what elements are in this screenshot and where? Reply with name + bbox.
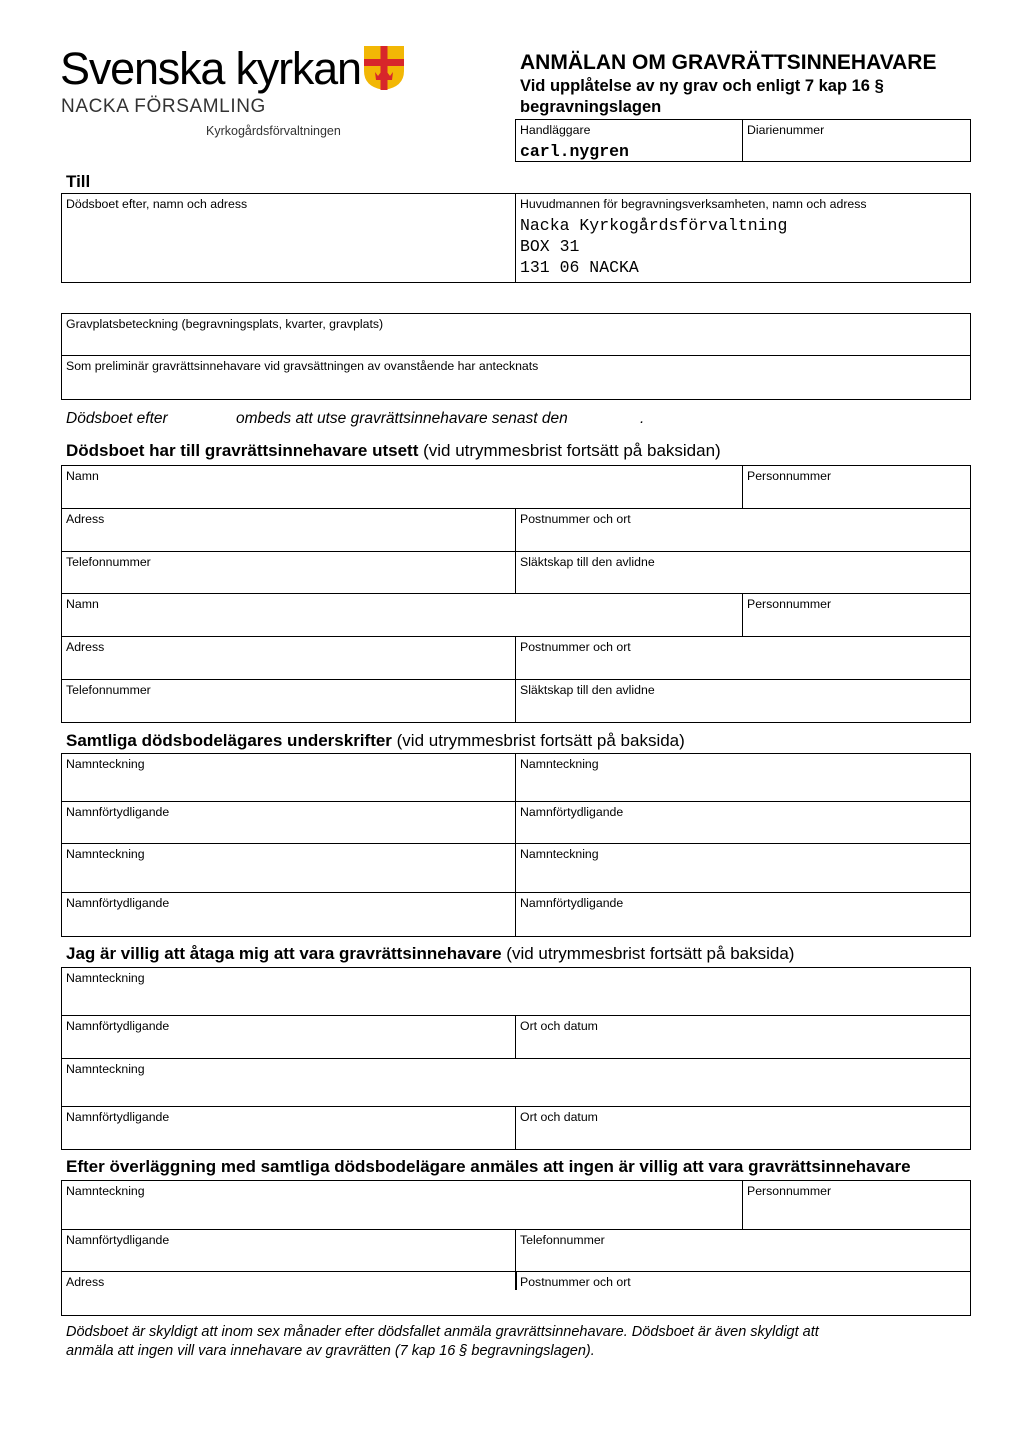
s2-namnfortydligande-1-field[interactable] bbox=[61, 801, 517, 845]
s3-namnfortydligande-1-field[interactable] bbox=[61, 1015, 517, 1060]
logo-parish-name: NACKA FÖRSAMLING bbox=[61, 96, 266, 117]
s1-adress-2-field[interactable] bbox=[61, 636, 517, 681]
s2-namnfortydligande-3-label: Namnförtydligande bbox=[66, 896, 170, 910]
logo-wordmark: Svenska kyrkan bbox=[60, 43, 361, 94]
section4-heading-bold: Efter överläggning med samtliga dödsbodelägare anmäles att ingen är villig att vara gravrättsinnehavare bbox=[66, 1157, 911, 1176]
section2-heading-bold: Samtliga dödsbodelägares underskrifter bbox=[66, 731, 392, 750]
s4-personnummer-label: Personnummer bbox=[747, 1184, 832, 1198]
s2-namnfortydligande-4-field[interactable] bbox=[515, 892, 971, 937]
diarienummer-field[interactable] bbox=[742, 119, 971, 162]
s3-namnfortydligande-2-label: Namnförtydligande bbox=[66, 1110, 170, 1124]
handlaggare-field[interactable] bbox=[515, 119, 744, 162]
s4-telefon-label: Telefonnummer bbox=[520, 1233, 605, 1247]
s2-namnteckning-2-label: Namnteckning bbox=[520, 757, 599, 771]
s4-personnummer-field[interactable] bbox=[742, 1180, 971, 1231]
s1-telefon-1-field[interactable] bbox=[61, 551, 517, 595]
s1-telefon-2-label: Telefonnummer bbox=[66, 683, 151, 697]
footer-note-line2: anmäla att ingen vill vara innehavare av gravrätten (7 kap 16 § begravningslagen). bbox=[66, 1343, 595, 1359]
s1-personnummer-1-label: Personnummer bbox=[747, 469, 832, 483]
s2-namnteckning-4-field[interactable] bbox=[515, 843, 971, 894]
s2-namnteckning-1-field[interactable] bbox=[61, 753, 517, 803]
s3-namnteckning-2-label: Namnteckning bbox=[66, 1062, 145, 1076]
s1-postnummer-2-label: Postnummer och ort bbox=[520, 640, 631, 654]
s1-personnummer-2-field[interactable] bbox=[742, 593, 971, 638]
s4-adress-divider bbox=[515, 1272, 517, 1290]
section3-heading-note: (vid utrymmesbrist fortsätt på baksida) bbox=[501, 944, 795, 963]
s3-namnteckning-2-field[interactable] bbox=[61, 1058, 971, 1108]
gravplatsbeteckning-label: Gravplatsbeteckning (begravningsplats, kvarter, gravplats) bbox=[66, 317, 384, 331]
church-emblem-icon bbox=[363, 45, 405, 91]
section1-heading-bold: Dödsboet har till gravrättsinnehavare utsett bbox=[66, 441, 419, 460]
section2-heading-note: (vid utrymmesbrist fortsätt på baksida) bbox=[391, 731, 685, 750]
s3-namnteckning-1-field[interactable] bbox=[61, 967, 971, 1017]
s4-postnummer-label: Postnummer och ort bbox=[520, 1275, 631, 1289]
form-subtitle-line1: Vid upplåtelse av ny grav och enligt 7 kap 16 § bbox=[520, 77, 884, 95]
s1-adress-2-label: Adress bbox=[66, 640, 105, 654]
section4-heading bbox=[66, 1157, 911, 1177]
huvudman-field[interactable] bbox=[515, 193, 971, 283]
s3-namnfortydligande-2-field[interactable] bbox=[61, 1106, 517, 1150]
preliminar-innehavare-field[interactable] bbox=[61, 355, 971, 400]
form-title: ANMÄLAN OM GRAVRÄTTSINNEHAVARE bbox=[520, 51, 937, 74]
section1-heading-note: (vid utrymmesbrist fortsätt på baksidan) bbox=[418, 441, 721, 460]
s2-namnfortydligande-4-label: Namnförtydligande bbox=[520, 896, 624, 910]
s4-namnteckning-field[interactable] bbox=[61, 1180, 744, 1231]
s1-postnummer-2-field[interactable] bbox=[515, 636, 971, 681]
gravplatsbeteckning-field[interactable] bbox=[61, 313, 971, 357]
s2-namnfortydligande-2-label: Namnförtydligande bbox=[520, 805, 624, 819]
s2-namnfortydligande-3-field[interactable] bbox=[61, 892, 517, 937]
huvudman-label: Huvudmannen för begravningsverksamheten, namn och adress bbox=[520, 197, 867, 211]
s1-slaktskap-1-label: Släktskap till den avlidne bbox=[520, 555, 655, 569]
s2-namnteckning-1-label: Namnteckning bbox=[66, 757, 145, 771]
s1-namn-2-field[interactable] bbox=[61, 593, 744, 638]
section2-heading bbox=[66, 731, 685, 751]
s4-telefon-field[interactable] bbox=[515, 1229, 971, 1273]
diarienummer-label: Diarienummer bbox=[747, 123, 825, 137]
s4-namnfortydligande-field[interactable] bbox=[61, 1229, 517, 1273]
s1-namn-1-label: Namn bbox=[66, 469, 99, 483]
s2-namnteckning-3-label: Namnteckning bbox=[66, 847, 145, 861]
s2-namnteckning-4-label: Namnteckning bbox=[520, 847, 599, 861]
s1-postnummer-1-label: Postnummer och ort bbox=[520, 512, 631, 526]
notice-dodsboet-efter: Dödsboet efter bbox=[66, 410, 168, 427]
s2-namnfortydligande-1-label: Namnförtydligande bbox=[66, 805, 170, 819]
s4-namnfortydligande-label: Namnförtydligande bbox=[66, 1233, 170, 1247]
s1-namn-2-label: Namn bbox=[66, 597, 99, 611]
s1-slaktskap-2-label: Släktskap till den avlidne bbox=[520, 683, 655, 697]
s1-personnummer-1-field[interactable] bbox=[742, 465, 971, 510]
s1-telefon-2-field[interactable] bbox=[61, 679, 517, 723]
s3-namnteckning-1-label: Namnteckning bbox=[66, 971, 145, 985]
handlaggare-label: Handläggare bbox=[520, 123, 591, 137]
logo-administration: Kyrkogårdsförvaltningen bbox=[206, 124, 341, 138]
s2-namnfortydligande-2-field[interactable] bbox=[515, 801, 971, 845]
s4-adress-label: Adress bbox=[66, 1275, 105, 1289]
footer-note-line1: Dödsboet är skyldigt att inom sex månader efter dödsfallet anmäla gravrättsinnehavare. Dödsboet är även skyldigt att bbox=[66, 1324, 819, 1340]
huvudman-line-1: Nacka Kyrkogårdsförvaltning bbox=[520, 216, 788, 235]
s3-ort-datum-1-field[interactable] bbox=[515, 1015, 971, 1060]
s1-postnummer-1-field[interactable] bbox=[515, 508, 971, 553]
s3-ort-datum-1-label: Ort och datum bbox=[520, 1019, 598, 1033]
s1-personnummer-2-label: Personnummer bbox=[747, 597, 832, 611]
dodsboet-efter-label: Dödsboet efter, namn och adress bbox=[66, 197, 248, 211]
preliminar-innehavare-label: Som preliminär gravrättsinnehavare vid gravsättningen av ovanstående har antecknats bbox=[66, 359, 539, 373]
s1-namn-1-field[interactable] bbox=[61, 465, 744, 510]
huvudman-line-2: BOX 31 bbox=[520, 237, 580, 256]
huvudman-line-3: 131 06 NACKA bbox=[520, 258, 639, 277]
form-subtitle-line2: begravningslagen bbox=[520, 98, 662, 116]
s3-ort-datum-2-field[interactable] bbox=[515, 1106, 971, 1150]
section1-heading bbox=[66, 441, 721, 461]
s1-adress-1-label: Adress bbox=[66, 512, 105, 526]
dodsboet-efter-field[interactable] bbox=[61, 193, 517, 283]
section3-heading-bold: Jag är villig att åtaga mig att vara gravrättsinnehavare bbox=[66, 944, 502, 963]
s4-namnteckning-label: Namnteckning bbox=[66, 1184, 145, 1198]
s1-slaktskap-2-field[interactable] bbox=[515, 679, 971, 723]
s1-telefon-1-label: Telefonnummer bbox=[66, 555, 151, 569]
s1-adress-1-field[interactable] bbox=[61, 508, 517, 553]
s2-namnteckning-2-field[interactable] bbox=[515, 753, 971, 803]
notice-ombeds: ombeds att utse gravrättsinnehavare senast den bbox=[236, 410, 568, 427]
s2-namnteckning-3-field[interactable] bbox=[61, 843, 517, 894]
s3-ort-datum-2-label: Ort och datum bbox=[520, 1110, 598, 1124]
handlaggare-value: carl.nygren bbox=[520, 142, 629, 161]
till-heading: Till bbox=[66, 172, 91, 191]
section3-heading bbox=[66, 944, 794, 964]
s1-slaktskap-1-field[interactable] bbox=[515, 551, 971, 595]
notice-period: . bbox=[640, 410, 645, 427]
s3-namnfortydligande-1-label: Namnförtydligande bbox=[66, 1019, 170, 1033]
